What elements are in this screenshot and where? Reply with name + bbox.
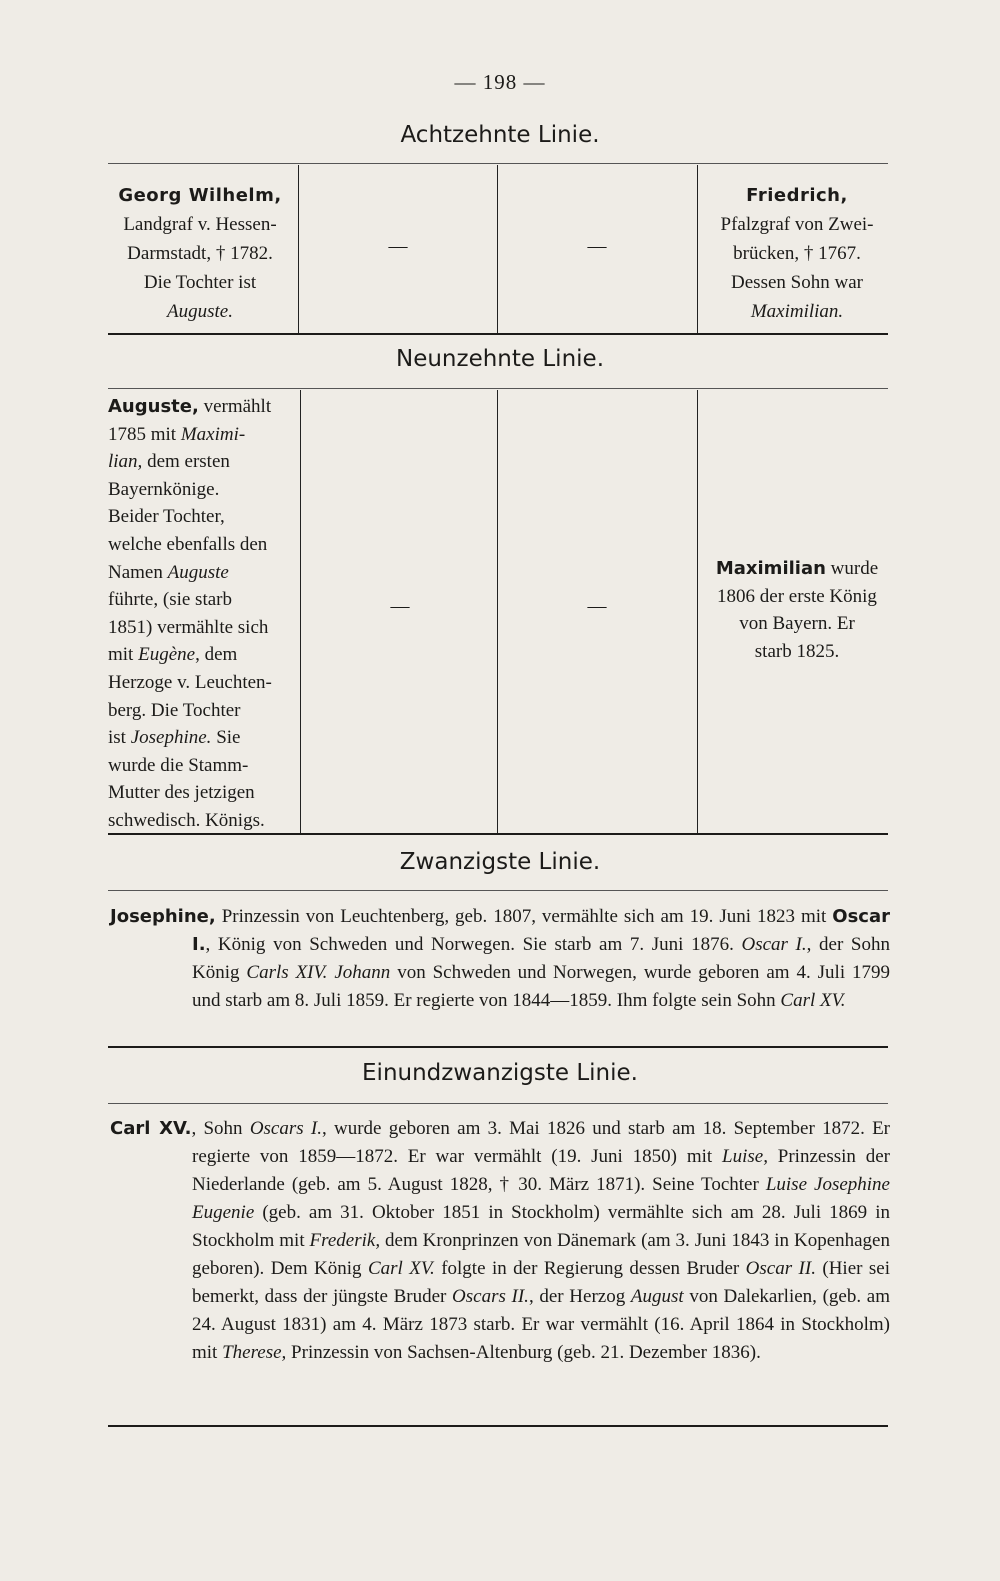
heading-einundzwanzigste-linie: Einundzwanzigste Linie. <box>362 1060 638 1086</box>
heading-neunzehnte-linie: Neunzehnte Linie. <box>396 346 604 372</box>
line: Landgraf v. Hessen- <box>123 214 277 235</box>
line: Darmstadt, † 1782. <box>127 243 273 264</box>
cell-auguste: Auguste, vermählt 1785 mit Maximi- lian, dem ersten Bayernkönige. Beider Tochter, welche ebenfalls den Namen Auguste führte, (sie starb 1851) vermählte sich mit Eugène, dem Herzoge v. Leuchten- berg. Die Tochter ist Josephine. Sie wurde die Stamm- Mutter des jetzigen schwedisch. Königs. <box>108 396 272 831</box>
name-friedrich: Friedrich, <box>746 185 848 206</box>
name-maximilian-italic: Maximilian. <box>750 301 844 322</box>
name-josephine: Josephine, <box>110 906 216 927</box>
line: brücken, † 1767. <box>733 243 861 264</box>
empty-cell-dash-2-19: — <box>390 596 410 617</box>
page-number: — 198 — <box>454 70 546 94</box>
cell-friedrich <box>702 181 892 326</box>
rule-bottom-21 <box>108 1425 888 1427</box>
rule-top-21 <box>108 1103 888 1104</box>
paragraph-josephine: Josephine, Prinzessin von Leuchtenberg, geb. 1807, vermählte sich am 19. Juni 1823 mit Oscar I., König von Schweden und Norwegen. Sie starb am 7. Juni 1876. Oscar I., der Sohn König Carls XIV. Johann von Schweden und Norwegen, wurde geboren am 4. Juli 1799 und starb am 8. Juli 1859. Er regierte von 1844—1859. Ihm folgte sein Sohn Carl XV. <box>110 906 891 1011</box>
cell-georg-wilhelm <box>105 181 295 326</box>
rule-top-18 <box>108 163 888 164</box>
name-maximilian: Maximilian <box>715 558 826 579</box>
cell-maximilian: Maximilian wurde 1806 der erste König von Bayern. Er starb 1825. <box>715 558 879 662</box>
rule-bottom-20 <box>108 1046 888 1048</box>
line: Dessen Sohn war <box>731 272 863 293</box>
empty-cell-dash-2-18: — <box>388 236 408 257</box>
column-divider-3-18 <box>697 165 698 333</box>
name-auguste-italic: Auguste. <box>167 301 233 322</box>
rule-bottom-18 <box>108 333 888 335</box>
rule-top-20 <box>108 890 888 891</box>
line: Die Tochter ist <box>143 272 257 293</box>
line: Pfalzgraf von Zwei- <box>720 214 874 235</box>
column-divider-3-19 <box>697 390 698 833</box>
name-auguste: Auguste, <box>108 396 199 417</box>
heading-zwanzigste-linie: Zwanzigste Linie. <box>399 849 601 875</box>
rule-top-19 <box>108 388 888 389</box>
rule-bottom-19 <box>108 833 888 835</box>
paragraph-carl-xv: Carl XV., Sohn Oscars I., wurde geboren am 3. Mai 1826 und starb am 18. September 1872. Er regierte von 1859—1872. Er war vermählt (19. Juni 1850) mit Luise, Prinzessin der Niederlande (geb. am 5. August 1828, † 30. März 1871). Seine Tochter Luise Josephine Eugenie (geb. am 31. Oktober 1851 in Stockholm) vermählte sich am 28. Juli 1869 in Stockholm mit Frederik, dem Kronprinzen von Dänemark (am 3. Juni 1843 in Kopenhagen geboren). Dem König Carl XV. folgte in der Regierung dessen Bruder Oscar II. (Hier sei bemerkt, dass der jüngste Bruder Oscars II., der Herzog August von Dalekarlien, (geb. am 24. August 1831) am 4. März 1873 starb. Er war vermählt (16. April 1864 in Stockholm) mit Therese, Prinzessin von Sachsen-Altenburg (geb. 21. Dezember 1836). <box>110 1118 890 1363</box>
empty-cell-dash-3-19: — <box>587 596 607 617</box>
empty-cell-dash-3-18: — <box>587 236 607 257</box>
name-georg-wilhelm: Georg Wilhelm, <box>118 185 282 206</box>
heading-achtzehnte-linie: Achtzehnte Linie. <box>400 122 600 148</box>
name-oscar-i: Oscar I. <box>192 906 890 955</box>
name-carl-xv: Carl XV. <box>110 1118 192 1139</box>
